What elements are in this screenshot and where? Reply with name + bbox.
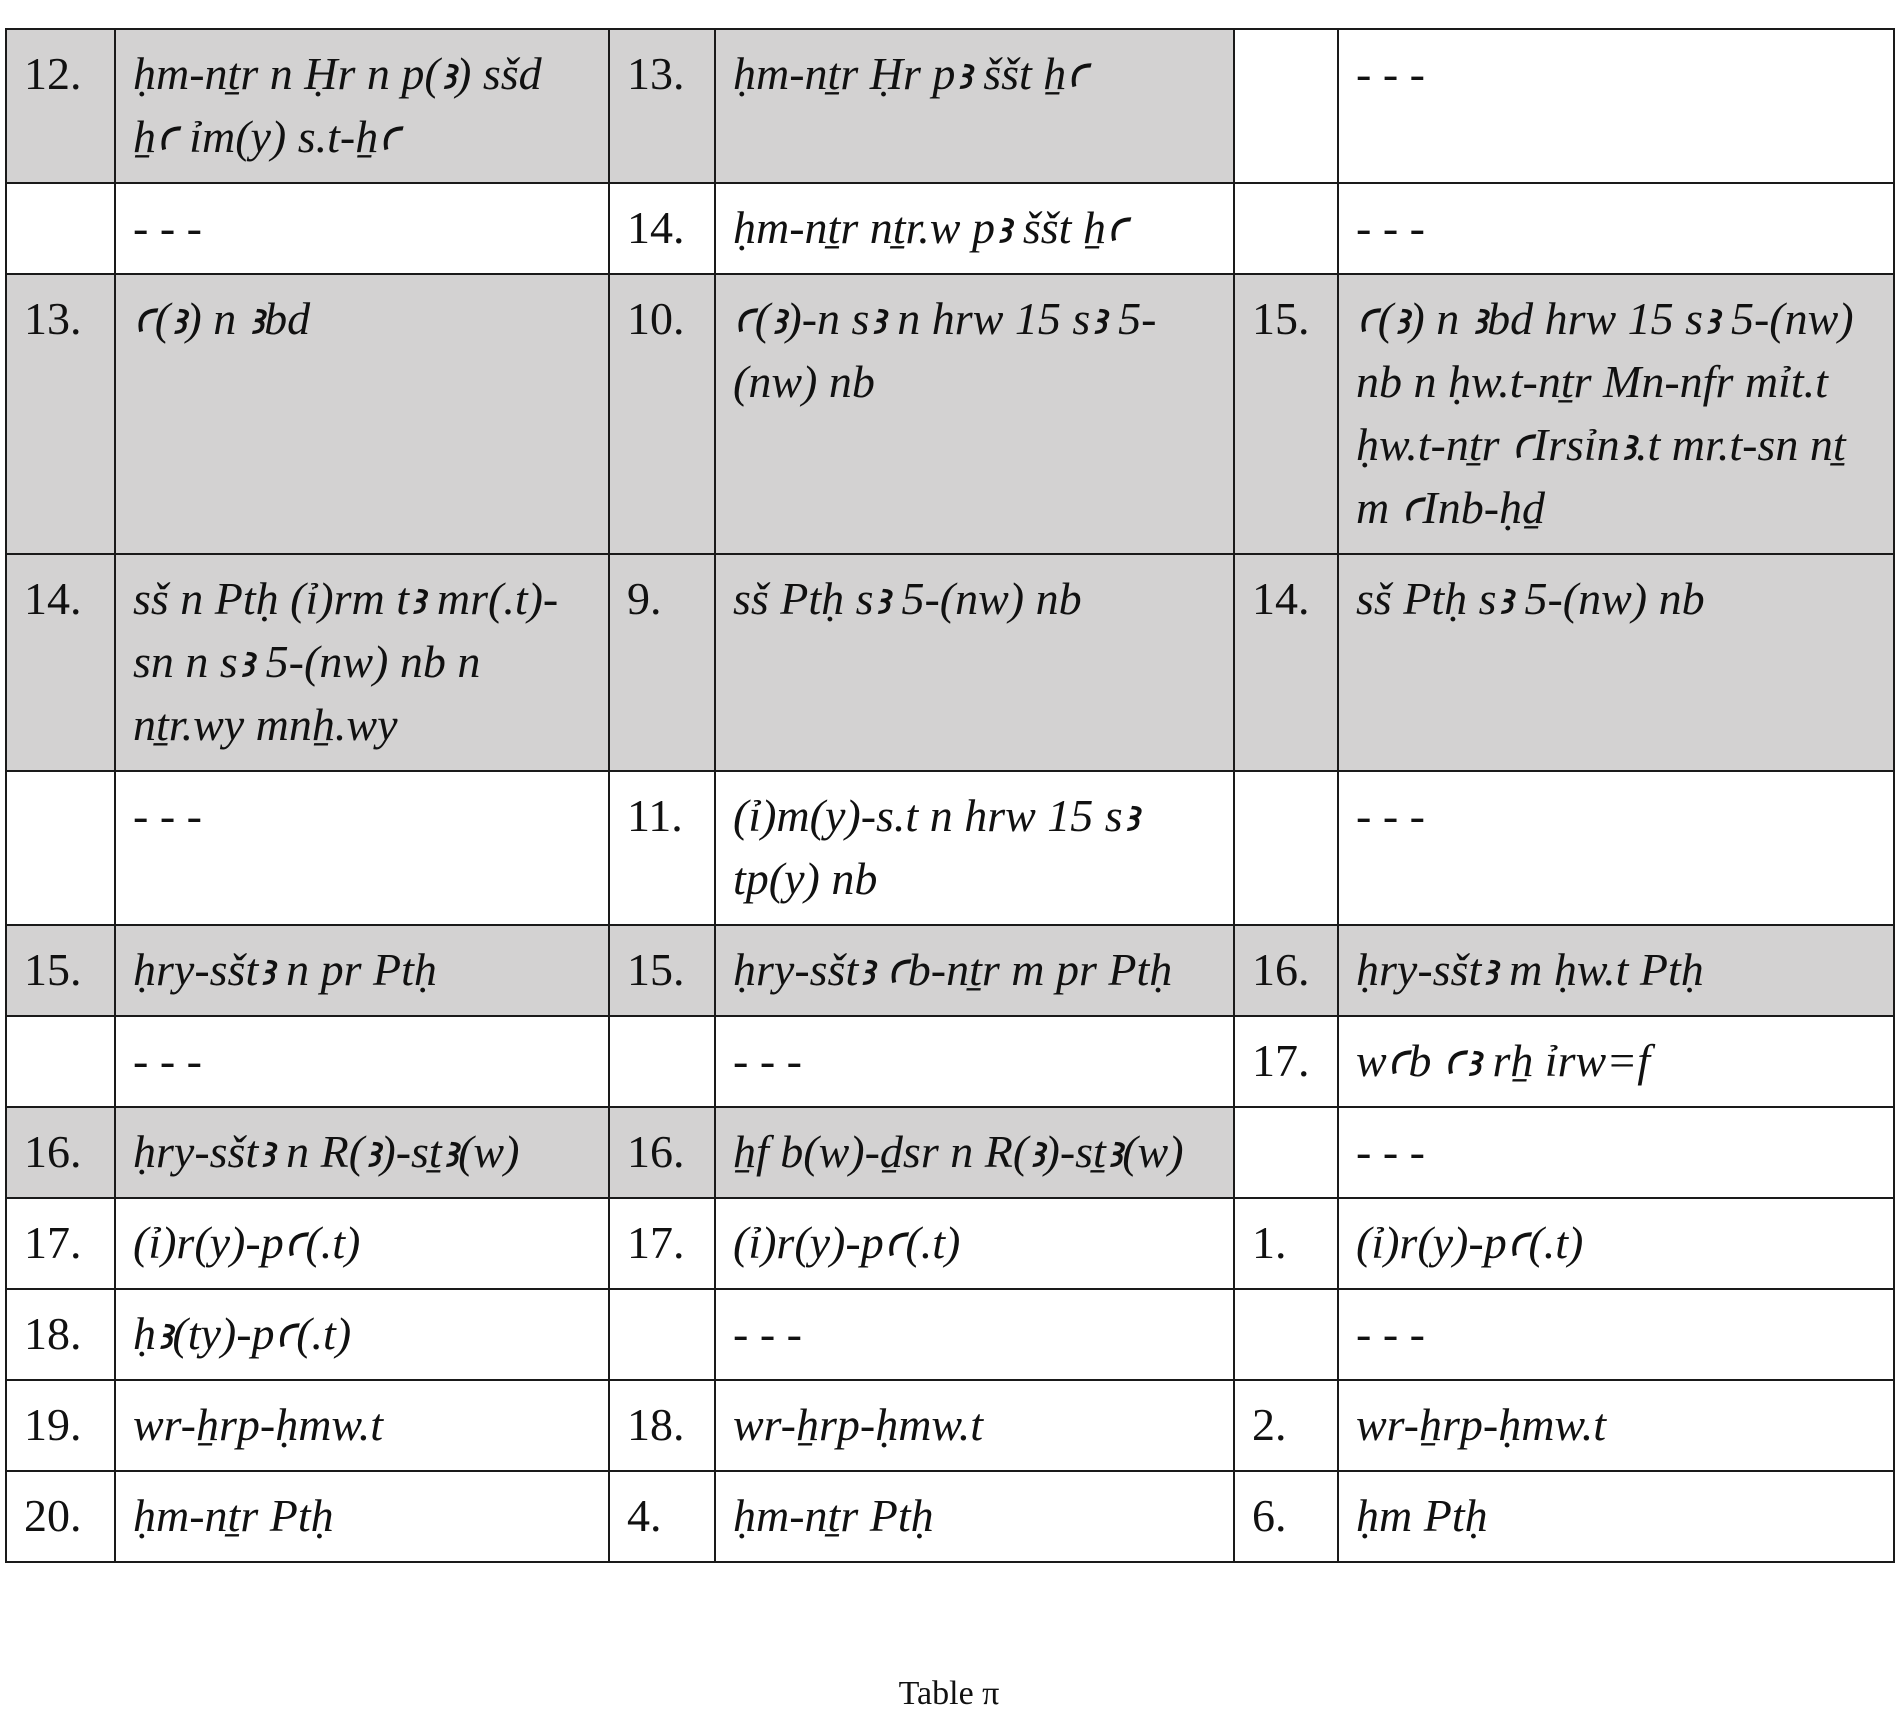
title-cell: (ỉ)m(y)-s.t n hrw 15 sꜣ tp(y) nb <box>715 771 1234 925</box>
entry-number-cell: 14. <box>6 554 115 771</box>
entry-number-cell <box>6 183 115 274</box>
entry-number-cell <box>1234 29 1338 183</box>
table-row <box>6 771 1894 925</box>
title-cell: - - - <box>115 771 609 925</box>
title-cell: (ỉ)r(y)-pꜥ(.t) <box>715 1198 1234 1289</box>
entry-number-cell <box>1234 1107 1338 1198</box>
entry-number-cell: 6. <box>1234 1471 1338 1562</box>
table-row <box>6 1471 1894 1562</box>
entry-number-cell: 1. <box>1234 1198 1338 1289</box>
title-cell: ꜥ(ꜣ) n ꜣbd <box>115 274 609 554</box>
table-row <box>6 29 1894 183</box>
titles-comparison-table <box>5 28 1895 1563</box>
title-cell: (ỉ)r(y)-pꜥ(.t) <box>115 1198 609 1289</box>
entry-number-cell: 10. <box>609 274 715 554</box>
title-cell: ḥry-sštꜣ ꜥb-nṯr m pr Ptḥ <box>715 925 1234 1016</box>
table-body <box>6 29 1894 1562</box>
entry-number-cell: 9. <box>609 554 715 771</box>
entry-number-cell: 4. <box>609 1471 715 1562</box>
title-cell: sš n Ptḥ (ỉ)rm tꜣ mr(.t)-sn n sꜣ 5-(nw) nb n nṯr.wy mnẖ.wy <box>115 554 609 771</box>
title-cell: ḥry-sštꜣ n pr Ptḥ <box>115 925 609 1016</box>
entry-number-cell <box>609 1016 715 1107</box>
entry-number-cell <box>6 1016 115 1107</box>
table-row <box>6 1380 1894 1471</box>
title-cell: sš Ptḥ sꜣ 5-(nw) nb <box>1338 554 1894 771</box>
table-row <box>6 1107 1894 1198</box>
entry-number-cell: 12. <box>6 29 115 183</box>
entry-number-cell: 2. <box>1234 1380 1338 1471</box>
entry-number-cell: 16. <box>609 1107 715 1198</box>
table-caption: Table π <box>898 1675 1000 1712</box>
entry-number-cell: 13. <box>6 274 115 554</box>
entry-number-cell: 16. <box>6 1107 115 1198</box>
table-row <box>6 183 1894 274</box>
title-cell: ḥry-sštꜣ n R(ꜣ)-sṯꜣ(w) <box>115 1107 609 1198</box>
table-row <box>6 554 1894 771</box>
titles-table-container <box>5 28 1893 1563</box>
entry-number-cell <box>6 771 115 925</box>
entry-number-cell: 13. <box>609 29 715 183</box>
title-cell: wr-ẖrp-ḥmw.t <box>115 1380 609 1471</box>
entry-number-cell <box>1234 771 1338 925</box>
title-cell: ꜥ(ꜣ) n ꜣbd hrw 15 sꜣ 5-(nw) nb n ḥw.t-nṯr Mn-nfr mỉt.t ḥw.t-nṯr ꜥIrsỉnꜣ.t mr.t-sn nṯ m ꜥInb-ḥḏ <box>1338 274 1894 554</box>
entry-number-cell: 14. <box>1234 554 1338 771</box>
title-cell: (ỉ)r(y)-pꜥ(.t) <box>1338 1198 1894 1289</box>
entry-number-cell <box>1234 1289 1338 1380</box>
entry-number-cell: 15. <box>1234 274 1338 554</box>
title-cell: - - - <box>715 1016 1234 1107</box>
title-cell: wꜥb ꜥꜣ rẖ ỉrw=f <box>1338 1016 1894 1107</box>
title-cell: - - - <box>1338 1107 1894 1198</box>
entry-number-cell: 16. <box>1234 925 1338 1016</box>
title-cell: ḥm-nṯr Ptḥ <box>715 1471 1234 1562</box>
title-cell: sš Ptḥ sꜣ 5-(nw) nb <box>715 554 1234 771</box>
title-cell: - - - <box>715 1289 1234 1380</box>
title-cell: ḥꜣ(ty)-pꜥ(.t) <box>115 1289 609 1380</box>
entry-number-cell <box>1234 183 1338 274</box>
entry-number-cell: 14. <box>609 183 715 274</box>
title-cell: ḥm Ptḥ <box>1338 1471 1894 1562</box>
title-cell: ḥm-nṯr Ptḥ <box>115 1471 609 1562</box>
title-cell: wr-ẖrp-ḥmw.t <box>1338 1380 1894 1471</box>
entry-number-cell: 17. <box>6 1198 115 1289</box>
title-cell: ḥm-nṯr nṯr.w pꜣ ššt ẖꜥ <box>715 183 1234 274</box>
entry-number-cell: 19. <box>6 1380 115 1471</box>
title-cell: ḥry-sštꜣ m ḥw.t Ptḥ <box>1338 925 1894 1016</box>
entry-number-cell: 18. <box>609 1380 715 1471</box>
title-cell: - - - <box>1338 183 1894 274</box>
entry-number-cell: 17. <box>1234 1016 1338 1107</box>
title-cell: ḥm-nṯr Ḥr pꜣ ššt ẖꜥ <box>715 29 1234 183</box>
title-cell: ḥm-nṯr n Ḥr n p(ꜣ) sšd ẖꜥ ỉm(y) s.t-ẖꜥ <box>115 29 609 183</box>
title-cell: - - - <box>1338 771 1894 925</box>
title-cell: - - - <box>1338 1289 1894 1380</box>
table-row <box>6 925 1894 1016</box>
title-cell: - - - <box>115 183 609 274</box>
table-row <box>6 274 1894 554</box>
entry-number-cell: 20. <box>6 1471 115 1562</box>
entry-number-cell: 15. <box>609 925 715 1016</box>
entry-number-cell: 17. <box>609 1198 715 1289</box>
title-cell: ẖf b(w)-ḏsr n R(ꜣ)-sṯꜣ(w) <box>715 1107 1234 1198</box>
entry-number-cell: 15. <box>6 925 115 1016</box>
title-cell: wr-ẖrp-ḥmw.t <box>715 1380 1234 1471</box>
table-row <box>6 1016 1894 1107</box>
entry-number-cell: 11. <box>609 771 715 925</box>
title-cell: - - - <box>115 1016 609 1107</box>
table-row <box>6 1198 1894 1289</box>
entry-number-cell <box>609 1289 715 1380</box>
title-cell: - - - <box>1338 29 1894 183</box>
table-row <box>6 1289 1894 1380</box>
title-cell: ꜥ(ꜣ)-n sꜣ n hrw 15 sꜣ 5-(nw) nb <box>715 274 1234 554</box>
entry-number-cell: 18. <box>6 1289 115 1380</box>
